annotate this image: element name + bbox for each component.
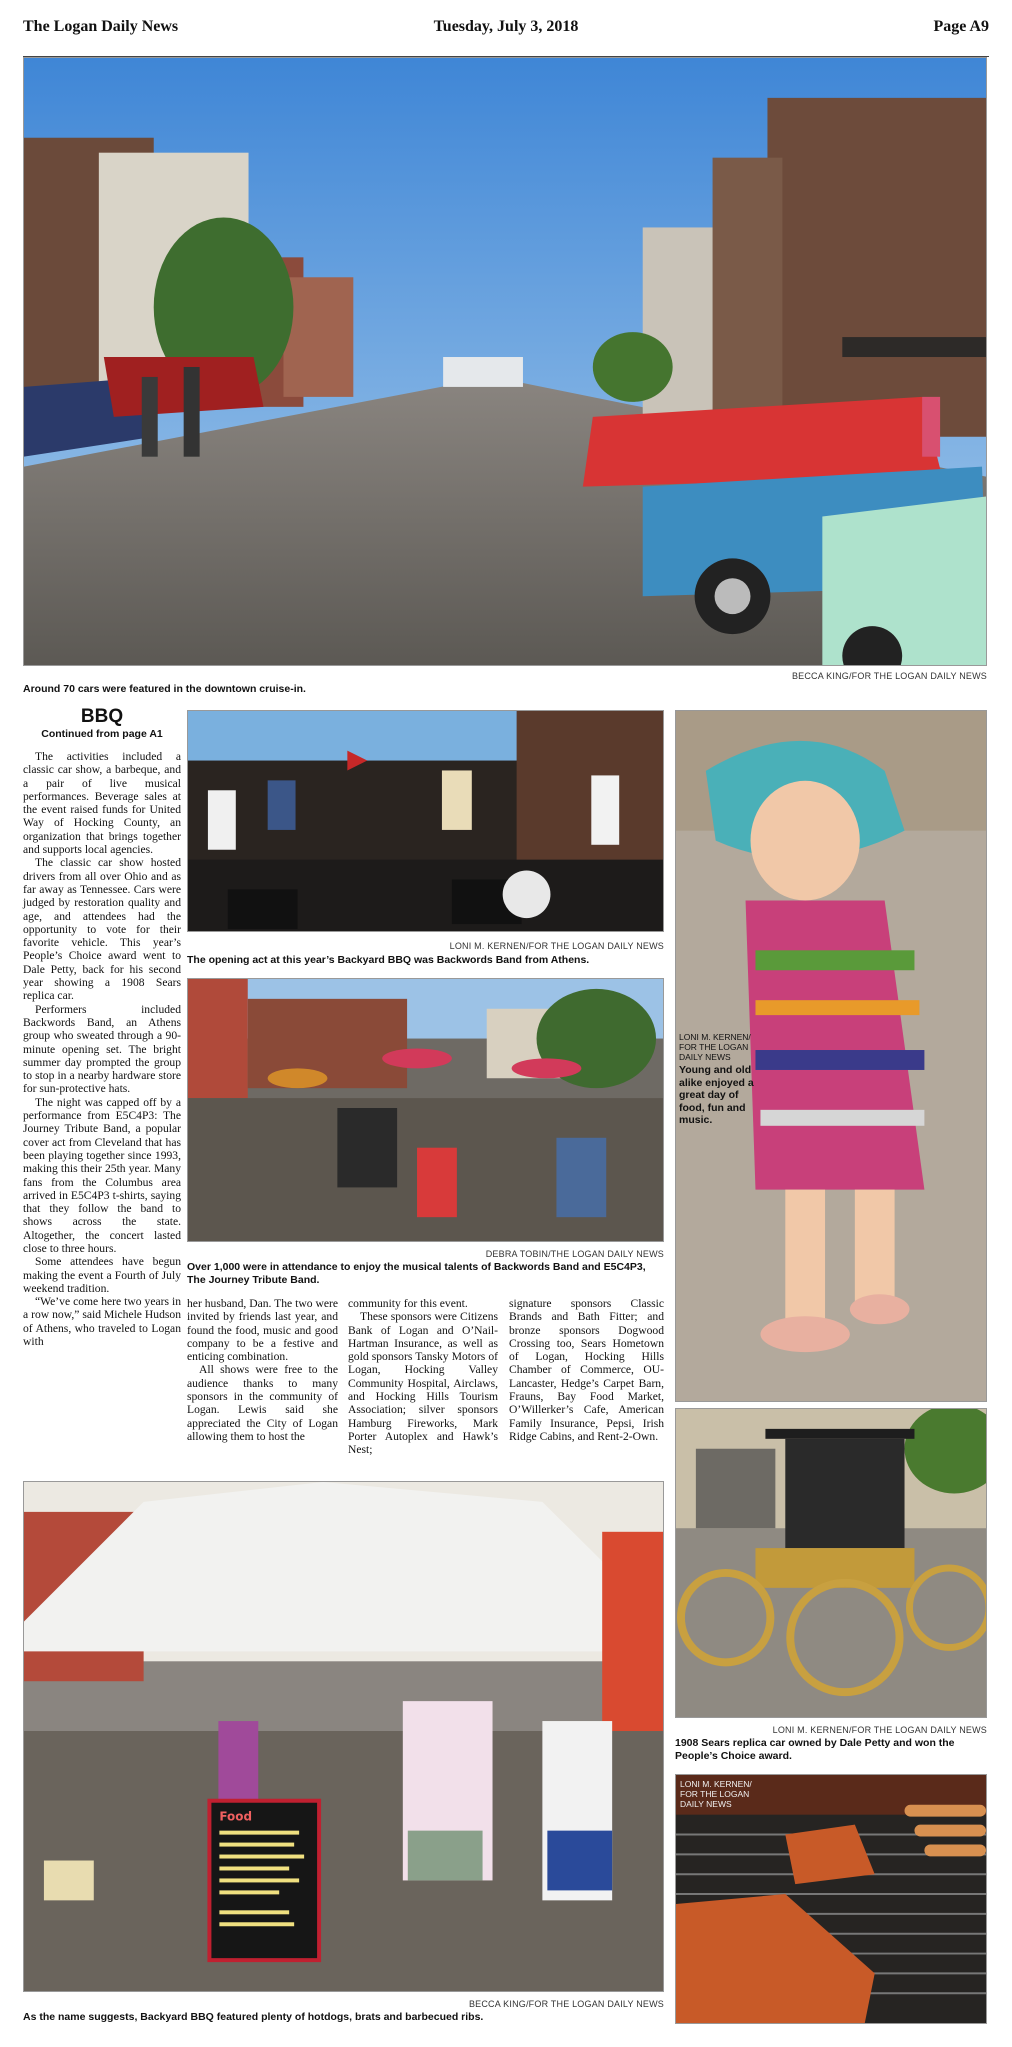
continued-from-label: Continued from page A1 [41,728,163,740]
girl-photo-credit-line: DAILY NEWS [679,1052,731,1062]
article-column-1 [23,750,181,1348]
paragraph: The night was capped off by a performance from E5C4P3: The Journey Tribute Band, a popular cover act from Cleveland that has been playing together since 1993, making this their 25th year. Many fans from the Columbus area arrived in E5C4P3 t-shirts, saying that they follow the band to shows across the state. Altogether, the concert lasted close to three hours. [23,1095,181,1255]
chalkboard-title: Food [219,1809,253,1824]
tent-photo-caption: As the name suggests, Backyard BBQ featured plenty of hotdogs, brats and barbecued ribs. [23,2011,484,2023]
article-heading [23,706,181,741]
issue-date: Tuesday, July 3, 2018 [433,18,579,35]
band-photo-credit: LONI M. KERNEN/FOR THE LOGAN DAILY NEWS [449,941,664,951]
article-column-2 [187,1297,338,1443]
main-photo-credit: BECCA KING/FOR THE LOGAN DAILY NEWS [791,671,987,681]
grill-photo-credit-box [680,1779,780,1809]
article-headline: BBQ [80,706,124,727]
sears-car-photo-credit: LONI M. KERNEN/FOR THE LOGAN DAILY NEWS [772,1725,987,1735]
grill-photo-credit-line: DAILY NEWS [680,1799,732,1809]
paragraph: These sponsors were Citizens Bank of Logan and O’Nail-Hartman Insurance, as well as gold sponsors Tansky Motors of Logan, Hocking Valley Community Hospital, Airclaws, and Hocking Hills Tourism Association; silver sponsors Hamburg Fireworks, Mark Porter Autoplex and Hawk’s Nest; [348,1310,498,1457]
sears-car-photo [675,1408,987,1718]
tent-photo-credit: BECCA KING/FOR THE LOGAN DAILY NEWS [468,1999,664,2009]
paragraph: Some attendees have begun making the event a Fourth of July weekend tradition. [23,1255,181,1295]
girl-photo-caption-box [679,1032,754,1127]
band-photo [187,710,664,932]
main-photo-car-show [23,57,987,666]
paragraph: Performers included Backwords Band, an Athens group who sweated through a 90-minute opening set. The bright summer day prompted the group to stop in a nearby hardware store for sun-protective hats. [23,1002,181,1096]
band-photo-caption: The opening act at this year’s Backyard BBQ was Backwords Band from Athens. [187,954,590,966]
paragraph: The classic car show hosted drivers from all over Ohio and as far away as Tennessee. Cars were judged by restoration quality and age, and attendees had the opportunity to vote for their favorite vehicle. This year’s People’s Choice award went to Dale Petty, back for his second year showing a 1908 Sears replica car. [23,856,181,1003]
main-photo-caption: Around 70 cars were featured in the downtown cruise-in. [23,683,306,695]
crowd-photo [187,978,664,1242]
grill-photo [675,1774,987,2024]
girl-photo-credit-line: FOR THE LOGAN [679,1042,749,1052]
grill-photo-credit-line: LONI M. KERNEN/ [680,1779,752,1789]
paragraph: her husband, Dan. The two were invited by friends last year, and found the food, music and good company to be a festive and enticing combination. [187,1297,338,1364]
paragraph: community for this event. [348,1297,468,1310]
tent-photo [23,1481,664,1992]
article-column-4 [509,1297,664,1443]
crowd-photo-credit: DEBRA TOBIN/THE LOGAN DAILY NEWS [485,1249,664,1259]
paragraph: “We’ve come here two years in a row now,” said Michele Hudson of Athens, who traveled to Logan with [23,1295,181,1349]
paragraph: The activities included a classic car show, a barbeque, and a pair of live musical performances. Beverage sales at the event raised funds for United Way of Hocking County, an organization that brings together and supports local agencies. [23,750,181,857]
page-number: Page A9 [933,18,989,35]
girl-photo-credit-line: LONI M. KERNEN/ [679,1032,751,1042]
girl-photo-caption: Young and old alike enjoyed a great day of food, fun and music. [679,1064,754,1126]
grill-photo-credit-line: FOR THE LOGAN [680,1789,750,1799]
sears-car-photo-caption: 1908 Sears replica car owned by Dale Petty and won the People’s Choice award. [675,1737,955,1762]
paragraph: signature sponsors Classic Brands and Bath Fitter; and bronze sponsors Dogwood Crossing too, Sears Hometown of Logan, Hocking Hills Chamber of Commerce, OU-Lancaster, Hedge’s Carpet Barn, Frauns, Bay Food Market, O’Willerker’s Cafe, American Family Insurance, Pepsi, Irish Ridge Cabins, and Rent-2-Own. [509,1297,664,1443]
paragraph: All shows were free to the audience thanks to many sponsors in the community of Logan. Lewis said she appreciated the City of Logan allowing them to host the [187,1363,338,1443]
article-column-3 [348,1297,498,1457]
crowd-photo-caption: Over 1,000 were in attendance to enjoy the musical talents of Backwords Band and E5C4P3, The Journey Tribute Band. [187,1261,646,1286]
newspaper-name: The Logan Daily News [23,18,179,35]
